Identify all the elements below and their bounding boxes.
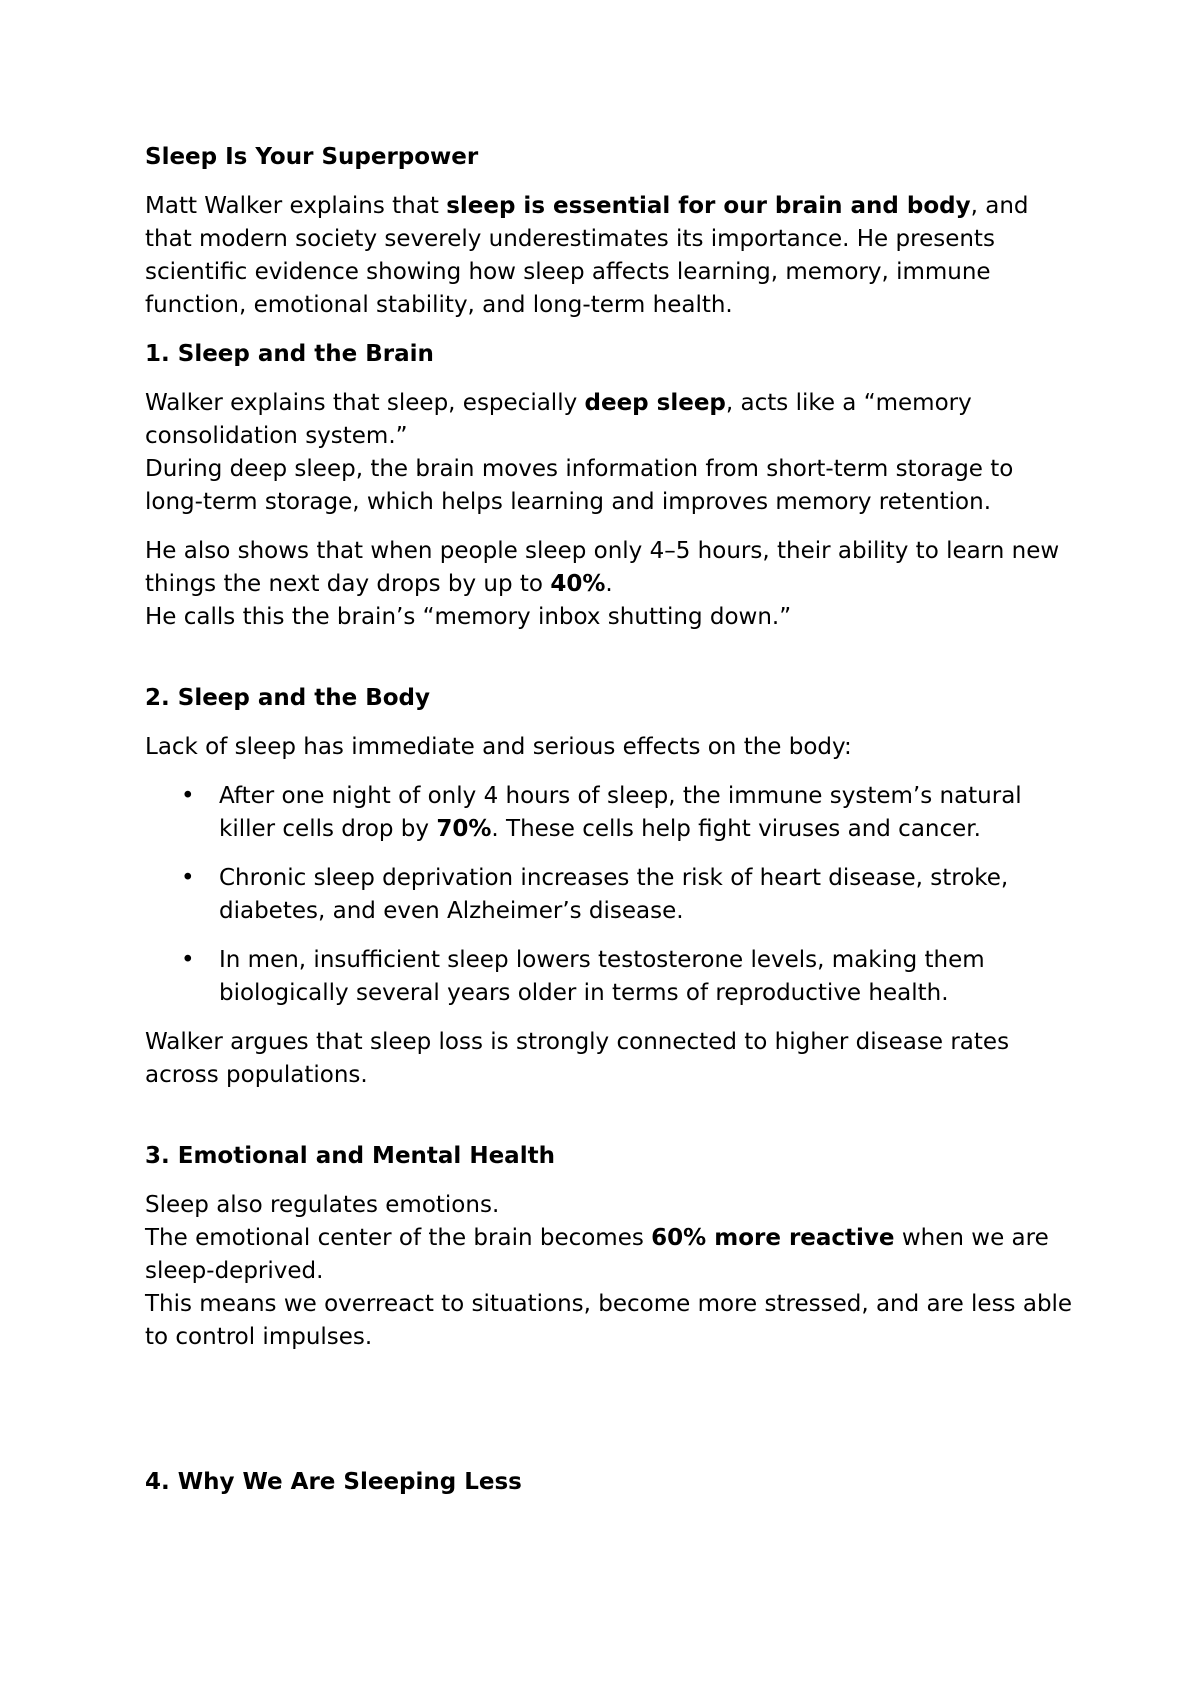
list-item — [145, 862, 1075, 928]
bullet-1-text-2: . These cells help fight viruses and cancer. — [491, 816, 981, 842]
s1p1-text-1: Walker explains that sleep, especially — [145, 390, 585, 416]
s1p1-text-3: During deep sleep, the brain moves information from short-term storage to long-term storage, which helps learning and improves memory retention. — [145, 456, 1014, 515]
bullet-1-text-1: After one night of only 4 hours of sleep, the immune system’s natural killer cells drop by — [219, 783, 1022, 842]
bullet-3-text-1: In men, insufficient sleep lowers testosterone levels, making them biologically several years older in terms of reproductive health. — [219, 947, 985, 1006]
s3-line-2-text-2: when we are sleep-deprived. — [145, 1225, 1049, 1284]
section-3-heading: 3. Emotional and Mental Health — [145, 1143, 555, 1169]
document-page — [145, 141, 1075, 1515]
document-title: Sleep Is Your Superpower — [145, 144, 479, 170]
section-1-paragraph-2 — [145, 535, 1075, 634]
bullet-icon: • — [181, 865, 195, 891]
intro-text-2: , and that modern society severely underestimates its importance. He presents scientific evidence showing how sleep affects learning, memory, immune function, emotional stability, and long-term health. — [145, 193, 1029, 318]
s1p2-text-3: He calls this the brain’s “memory inbox shutting down.” — [145, 604, 792, 630]
section-1-paragraph-1 — [145, 387, 1075, 519]
section-2-heading: 2. Sleep and the Body — [145, 685, 430, 711]
intro-bold-1: sleep is essential for our brain and body — [446, 193, 971, 219]
section-2-lead: Lack of sleep has immediate and serious effects on the body: — [145, 734, 852, 760]
bullet-icon: • — [181, 947, 195, 973]
intro-paragraph — [145, 190, 1075, 322]
s3-line-2-bold-1: 60% more reactive — [651, 1225, 895, 1251]
section-2-bullet-list — [145, 780, 1075, 1010]
bullet-2-text-1: Chronic sleep deprivation increases the risk of heart disease, stroke, diabetes, and even Alzheimer’s disease. — [219, 865, 1009, 924]
bullet-1-bold-1: 70% — [436, 816, 492, 842]
intro-text-1: Matt Walker explains that — [145, 193, 447, 219]
s1p1-bold-1: deep sleep — [584, 390, 726, 416]
s1p1-text-2: , acts like a “memory consolidation system.” — [145, 390, 972, 449]
s3-line-2-text-1: The emotional center of the brain becomes — [145, 1225, 652, 1251]
list-item — [145, 780, 1075, 846]
s1p2-bold-1: 40% — [550, 571, 606, 597]
section-4-heading: 4. Why We Are Sleeping Less — [145, 1469, 522, 1495]
blank-line — [145, 650, 1075, 682]
s3-line-1: Sleep also regulates emotions. — [145, 1192, 500, 1218]
section-1-heading: 1. Sleep and the Brain — [145, 341, 434, 367]
list-item — [145, 944, 1075, 1010]
s1p2-text-2: . — [605, 571, 613, 597]
bullet-icon: • — [181, 783, 195, 809]
s3-line-3: This means we overreact to situations, become more stressed, and are less able to control impulses. — [145, 1291, 1073, 1350]
section-3-paragraph — [145, 1189, 1075, 1354]
section-2-closing: Walker argues that sleep loss is strongly connected to higher disease rates across populations. — [145, 1029, 1010, 1088]
s1p2-text-1: He also shows that when people sleep only 4–5 hours, their ability to learn new things the next day drops by up to — [145, 538, 1060, 597]
blank-line — [145, 1108, 1075, 1140]
blank-lines — [145, 1370, 1075, 1466]
